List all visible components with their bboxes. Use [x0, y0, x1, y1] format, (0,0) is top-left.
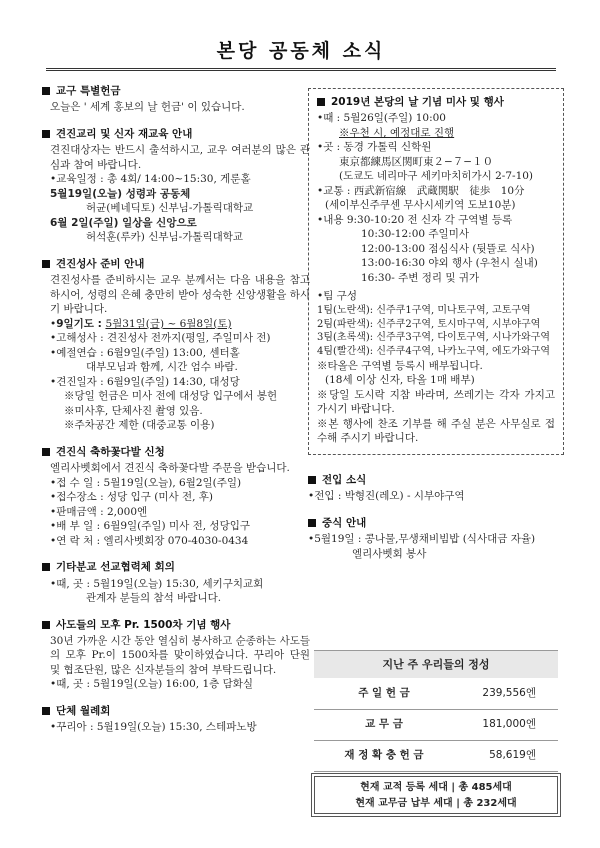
info-line: • 판매금액 : 2,000엔 — [42, 505, 310, 519]
right-column — [308, 88, 564, 573]
team-heading: • 팀 구성 — [317, 289, 555, 303]
novena-line: • 9일기도 : 5월31일(금) ~ 6월8일(토) — [42, 317, 310, 331]
info-line: • 전입 : 박형진(레오) - 시부야구역 — [308, 489, 564, 503]
rehearsal-note: 대부모님과 함께, 시간 엄수 바람. — [86, 361, 238, 374]
note-line: ※미사후, 단체사진 촬영 있음. — [64, 404, 203, 417]
program-line: 13:00-16:30 야외 행사 (우천시 실내) — [361, 257, 538, 270]
team-2: 2팀(파란색): 신주쿠2구역, 토시마구역, 시부야구역 — [317, 318, 541, 330]
note-line: ※타올은 구역별 등록시 배부됩니다. — [317, 359, 483, 372]
offering-table — [314, 678, 558, 772]
square-bullet-icon — [42, 563, 50, 571]
team-3: 3팀(초록색): 신주쿠3구역, 다이토구역, 시나가와구역 — [317, 332, 550, 344]
parish-day-box — [308, 88, 564, 455]
section-heading: 전입 소식 — [322, 473, 367, 486]
info-line: • 꾸리아 : 5월19일(오늘) 15:30, 스테파노방 — [42, 720, 310, 734]
info-line: • 5월19일 : 콩나물,무생채비빔밥 (식사대금 자율) — [308, 532, 564, 546]
section-heading: 단체 월례회 — [56, 704, 111, 717]
program-line: 16:30- 주변 정리 및 귀가 — [361, 271, 480, 284]
note-line: ※본 행사에 찬조 기부를 해 주실 분은 사무실로 접수해 주시기 바랍니다. — [317, 417, 555, 445]
offering-title: 지난 주 우리들의 정성 — [314, 650, 558, 678]
confession-line: • 고해성사 : 견진성사 전까지(평일, 주일미사 전) — [42, 331, 310, 345]
note-line: ※주차공간 제한 (대중교통 이용) — [64, 419, 215, 432]
section-transfer-in — [308, 473, 564, 504]
offering-value: 239,556엔 — [454, 678, 558, 709]
section-mission-meeting — [42, 560, 310, 605]
square-bullet-icon — [42, 707, 50, 715]
section-text: 견진대상자는 반드시 출석하시고, 교우 여러분의 많은 관심과 참여 바랍니다. — [50, 144, 310, 171]
address-jp: 東京都練馬区関町東２−７−１０ — [339, 155, 494, 168]
note-line: ※당일 헌금은 미사 전에 대성당 입구에서 봉헌 — [64, 390, 278, 403]
square-bullet-icon — [42, 621, 50, 629]
info-line: • 접 수 일 : 5월19일(오늘), 6월2일(주일) — [42, 476, 310, 490]
section-text: 견진성사를 준비하시는 교우 분께서는 다음 내용을 참고하시어, 성령의 은혜 충만히 받아 성숙한 신앙생활을 하시기 바랍니다. — [50, 274, 310, 316]
table-row — [314, 678, 558, 709]
section-heading: 사도들의 모후 Pr. 1500차 기념 행사 — [56, 618, 231, 631]
info-line: • 접수장소 : 성당 입구 (미사 전, 후) — [42, 490, 310, 504]
square-bullet-icon — [308, 519, 316, 527]
info-note: 엘리사벳회 봉사 — [352, 547, 427, 560]
time-line: • 때 : 5월26일(주일) 10:00 — [317, 111, 555, 125]
registered-households: 현재 교적 등록 세대 | 총 485세대 — [360, 782, 512, 793]
schedule-line: • 교육일정 : 총 4회/ 14:00~15:30, 게룬홀 — [42, 172, 310, 186]
offering-value: 58,619엔 — [454, 740, 558, 771]
square-bullet-icon — [317, 98, 325, 106]
session-1-lecturer: 허균(베네딕토) 신부님-가톨릭대학교 — [86, 202, 254, 215]
program-line: • 내용 9:30-10:20 전 신자 각 구역별 등록 — [317, 213, 555, 227]
section-text: 엘리사벳회에서 견진식 축하꽃다발 주문을 받습니다. — [50, 462, 290, 475]
square-bullet-icon — [42, 130, 50, 138]
confirmation-date-line: • 견진일자 : 6월9일(주일) 14:30, 대성당 — [42, 375, 310, 389]
note-line: ※당일 도시락 지참 바라며, 쓰레기는 각자 가지고 가시기 바랍니다. — [317, 388, 555, 416]
page-title: 본당 공동체 소식 — [216, 40, 386, 62]
household-summary — [314, 776, 558, 814]
title-divider — [46, 68, 556, 71]
section-heading: 견진교리 및 신자 재교육 안내 — [56, 127, 193, 140]
info-line: • 연 락 처 : 엘리사벳회장 070-4030-0434 — [42, 534, 310, 548]
section-monthly-meeting — [42, 704, 310, 735]
team-1: 1팀(노란색): 신주쿠1구역, 미나토구역, 고토구역 — [317, 304, 531, 316]
section-confirmation-education — [42, 127, 310, 245]
section-heading: 기타분교 선교협력체 회의 — [56, 561, 175, 574]
offering-label: 재 정 확 충 헌 금 — [314, 740, 454, 771]
rehearsal-line: • 예절연습 : 6월9일(주일) 13:00, 센터홀 — [42, 346, 310, 360]
rain-note: ※우천 시, 예정대로 진행 — [339, 126, 455, 139]
section-special-offering — [42, 84, 310, 115]
section-text: 오늘은 ' 세계 홍보의 날 헌금' 이 있습니다. — [50, 101, 245, 114]
section-heading: 중식 안내 — [322, 516, 367, 529]
square-bullet-icon — [42, 260, 50, 268]
team-4: 4팀(빨간색): 신주쿠4구역, 나카노구역, 에도가와구역 — [317, 346, 550, 358]
info-line: • 배 부 일 : 6월9일(주일) 미사 전, 성당입구 — [42, 519, 310, 533]
note-line: (18세 이상 신자, 타올 1매 배부) — [325, 374, 475, 387]
section-heading: 교구 특별헌금 — [56, 85, 121, 97]
section-heading: 2019년 본당의 날 기념 미사 및 행사 — [331, 96, 504, 108]
left-column — [42, 84, 310, 747]
place-line: • 곳 : 동경 가톨릭 신학원 — [317, 140, 555, 154]
transport-line: • 교통 : 西武新宿線 武蔵関駅 徒歩 10分 — [317, 184, 555, 198]
section-heading: 견진식 축하꽃다발 신청 — [56, 445, 165, 458]
square-bullet-icon — [308, 476, 316, 484]
offering-value: 181,000엔 — [454, 709, 558, 740]
section-heading: 견진성사 준비 안내 — [56, 257, 145, 270]
transport-note: (세이부신주쿠센 무사시세키역 도보10분) — [325, 199, 516, 212]
info-note: 관계자 분들의 참석 바랍니다. — [86, 592, 222, 605]
table-row — [314, 740, 558, 771]
offering-label: 주 일 헌 금 — [314, 678, 454, 709]
page-title-wrap — [46, 38, 556, 64]
info-line: • 때, 곳 : 5월19일(오늘) 15:30, 세키구치교회 — [42, 577, 310, 591]
section-praesidium-event — [42, 618, 310, 692]
section-lunch — [308, 516, 564, 561]
square-bullet-icon — [42, 87, 50, 95]
paying-households: 현재 교무금 납부 세대 | 총 232세대 — [355, 798, 517, 809]
section-text: 30년 가까운 시간 동안 열심히 봉사하고 순종하는 사도들의 모후 Pr.이 1500차를 맞이하였습니다. 꾸리아 단원 및 협조단원, 많은 신자분들의 참여 부탁드립니다. — [50, 634, 310, 676]
program-line: 10:30-12:00 주일미사 — [361, 228, 469, 241]
info-line: • 때, 곳 : 5월19일(오늘) 16:00, 1층 담화실 — [42, 677, 310, 691]
table-row — [314, 709, 558, 740]
square-bullet-icon — [42, 448, 50, 456]
address-kr: (도쿄도 네리마구 세키마치히가시 2-7-10) — [339, 170, 534, 183]
section-flower-order — [42, 445, 310, 548]
session-2-date: 6월 2일(주일) 일상을 신앙으로 — [50, 216, 197, 229]
session-2-lecturer: 허석훈(루카) 신부님-가톨릭대학교 — [86, 231, 244, 244]
offering-label: 교 무 금 — [314, 709, 454, 740]
section-confirmation-prep — [42, 257, 310, 433]
session-1-date: 5월19일(오늘) 성령과 공동체 — [50, 187, 191, 200]
program-line: 12:00-13:00 점심식사 (뒷뜰로 식사) — [361, 242, 535, 255]
